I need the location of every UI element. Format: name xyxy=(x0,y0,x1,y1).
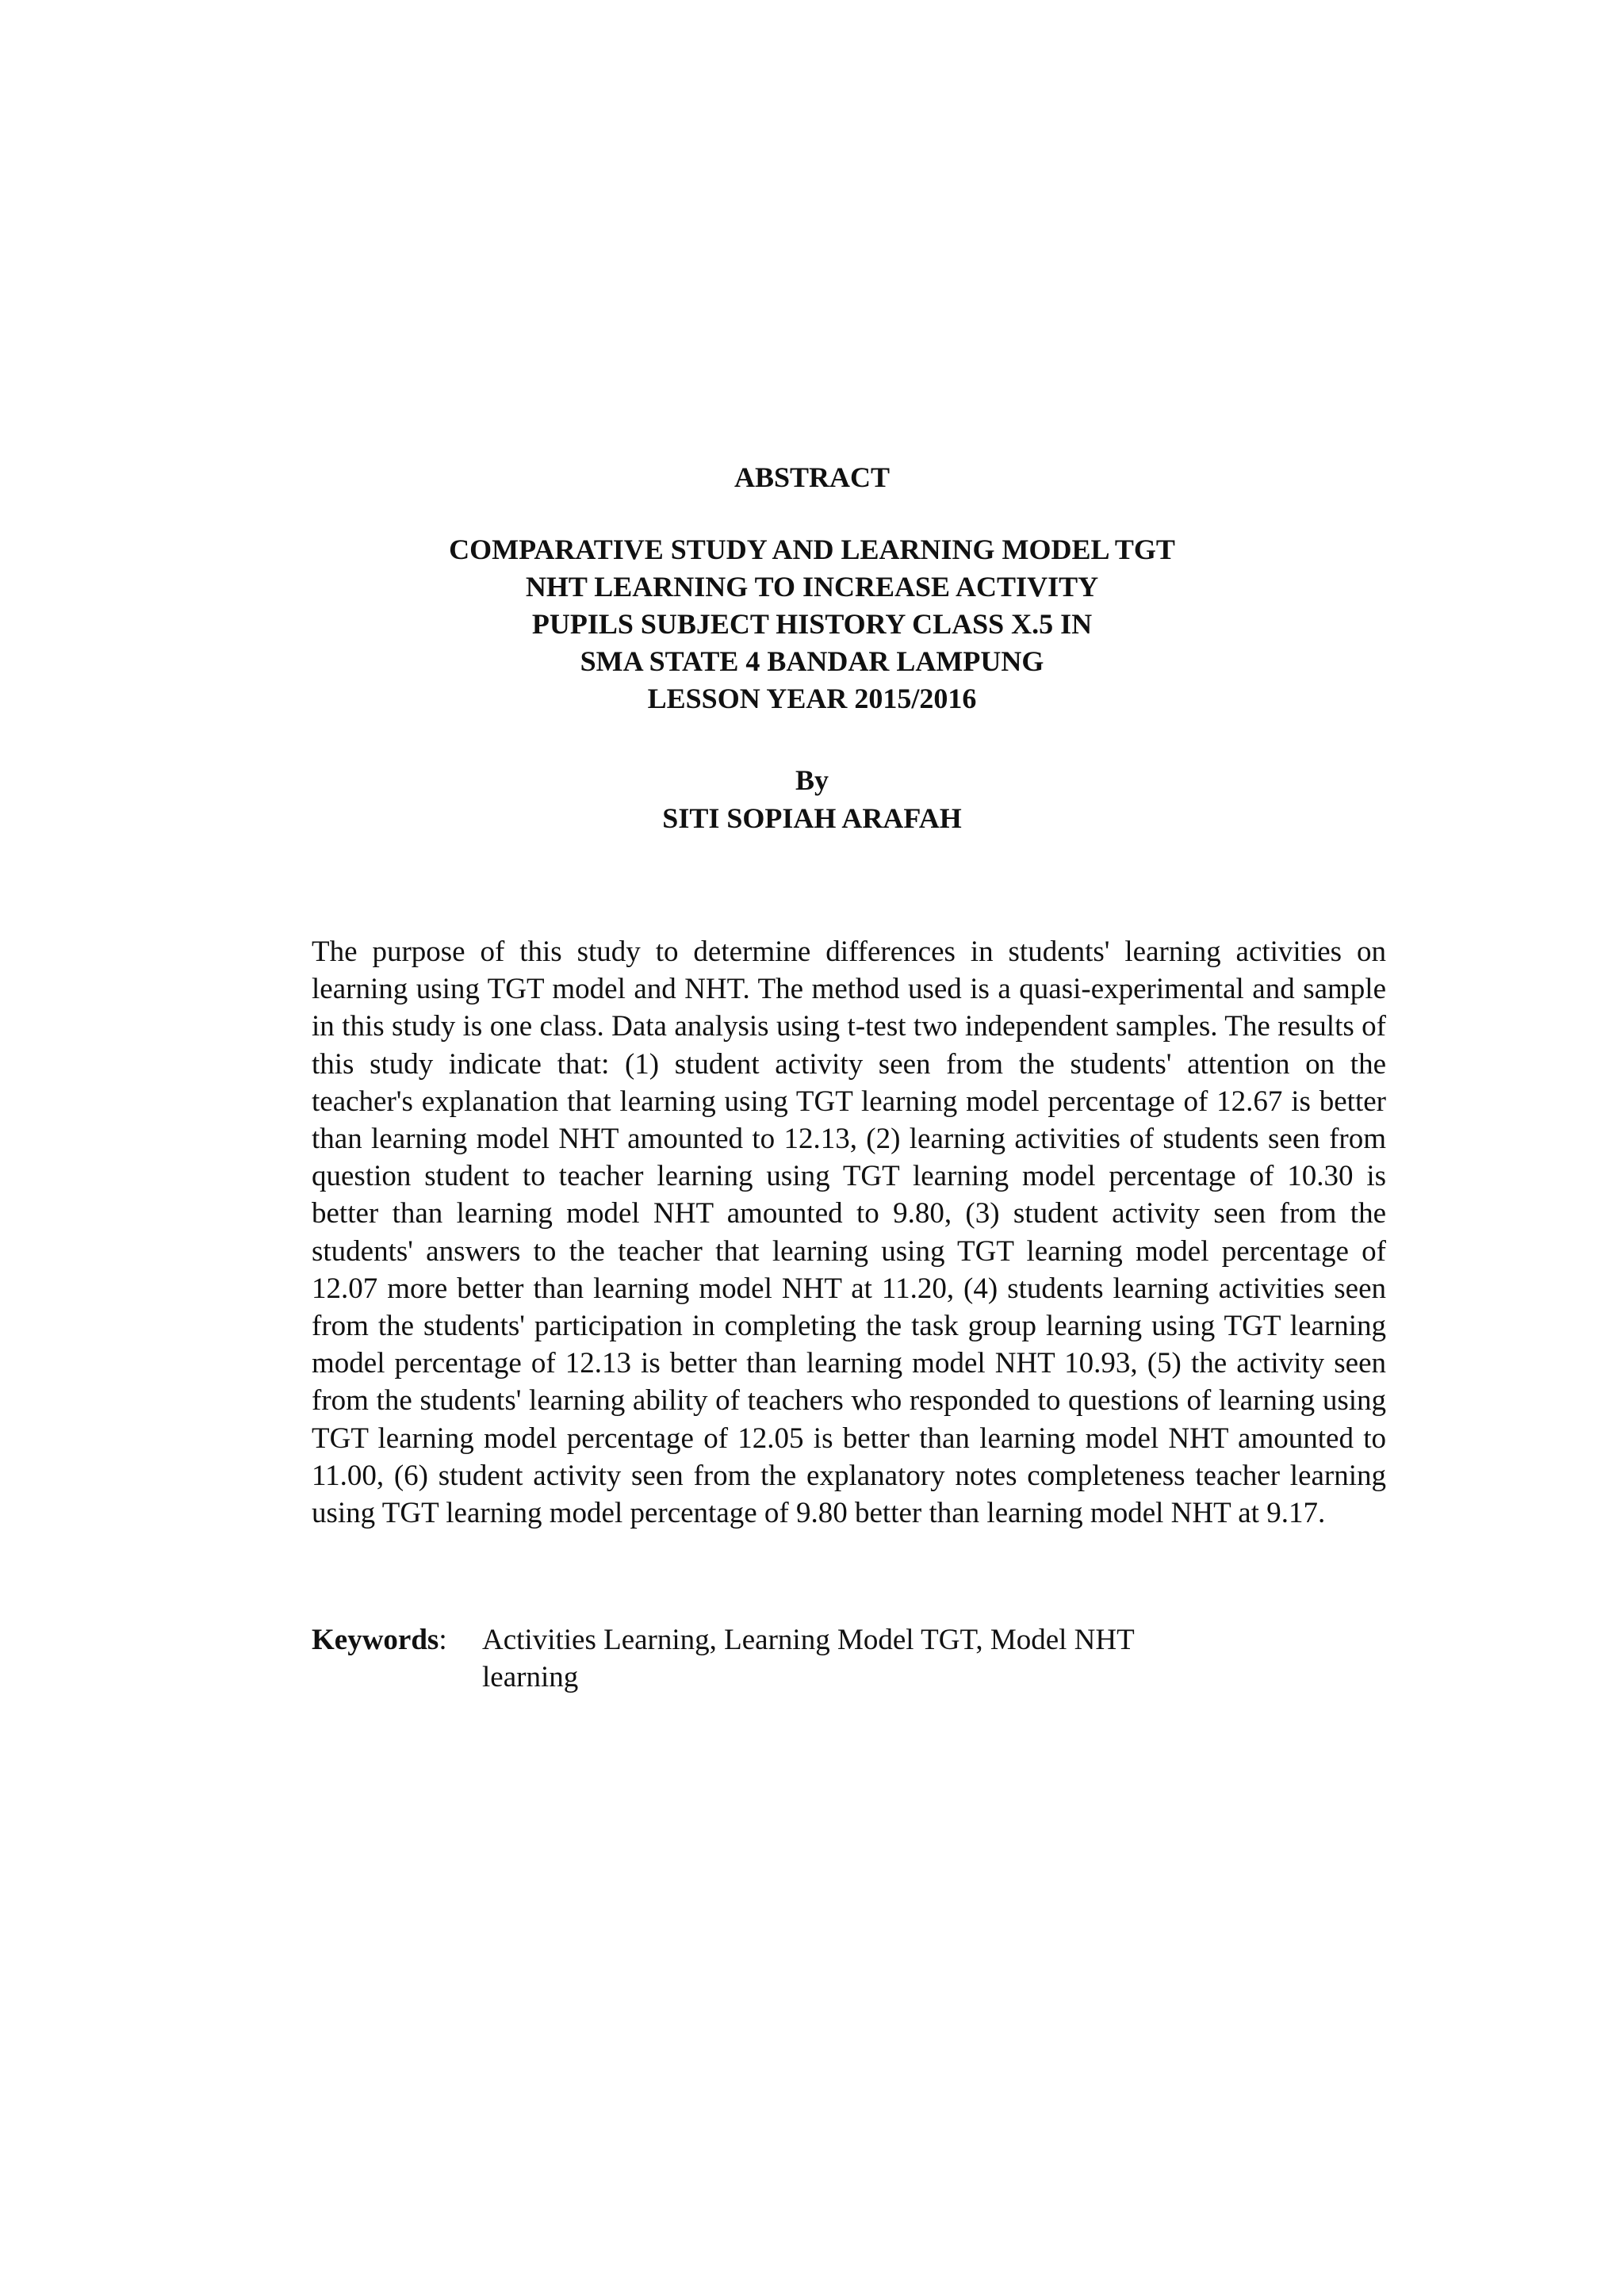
keywords-section xyxy=(312,1621,1196,1696)
abstract-body: The purpose of this study to determine differences in students' learning activities on learning using TGT model and NHT. The method used is a quasi-experimental and sample in this study is one class. Data analysis using t-test two independent samples. The results of this study indicate that: (1) student activity seen from the students' attention on the teacher's explanation that learning using TGT learning model percentage of 12.67 is better than learning model NHT amounted to 12.13, (2) learning activities of students seen from question student to teacher learning using TGT learning model percentage of 10.30 is better than learning model NHT amounted to 9.80, (3) student activity seen from the students' answers to the teacher that learning using TGT learning model percentage of 12.07 more better than learning model NHT at 11.20, (4) students learning activities seen from the students' participation in completing the task group learning using TGT learning model percentage of 12.13 is better than learning model NHT 10.93, (5) the activity seen from the students' learning ability of teachers who responded to questions of learning using TGT learning model percentage of 12.05 is better than learning model NHT amounted to 11.00, (6) student activity seen from the explanatory notes completeness teacher learning using TGT learning model percentage of 9.80 better than learning model NHT at 9.17. xyxy=(312,936,1386,1530)
by-label: By xyxy=(795,764,829,796)
title-line: SMA STATE 4 BANDAR LAMPUNG xyxy=(580,645,1044,677)
author-name: SITI SOPIAH ARAFAH xyxy=(662,802,962,834)
title-line: PUPILS SUBJECT HISTORY CLASS X.5 IN xyxy=(531,608,1093,640)
keywords-colon: : xyxy=(439,1624,447,1656)
title-line: COMPARATIVE STUDY AND LEARNING MODEL TGT xyxy=(449,534,1175,565)
keywords-label-wrap xyxy=(312,1621,482,1696)
keywords-label: Keywords xyxy=(312,1624,439,1656)
paper-title xyxy=(0,531,1624,718)
abstract-heading: ABSTRACT xyxy=(733,461,891,493)
keywords-value: Activities Learning, Learning Model TGT, Model NHT learning xyxy=(482,1624,1135,1693)
title-line: LESSON YEAR 2015/2016 xyxy=(647,683,977,714)
title-line: NHT LEARNING TO INCREASE ACTIVITY xyxy=(525,571,1099,603)
